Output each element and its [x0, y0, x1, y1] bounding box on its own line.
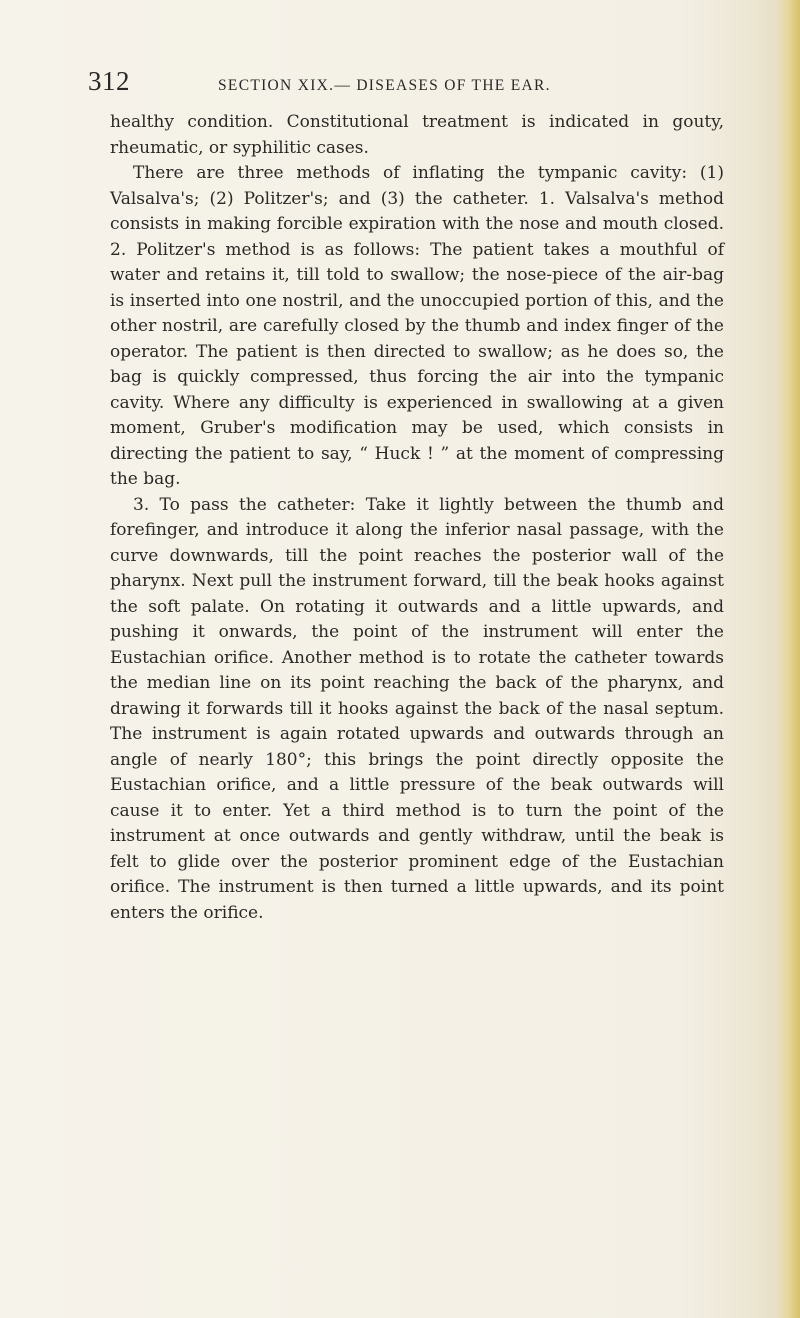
running-head: SECTION XIX.— DISEASES OF THE EAR. [218, 77, 551, 94]
paragraph-catheter: 3. To pass the catheter: Take it lightly between the thumb and forefinger, and introduce it along the inferior nasal passage, with the curve downwards, till the point reaches the posterior wall of the pharynx. Next pull the instrument forward, till the beak hooks against the soft palate. On rotating it outwards and a little upwards, and pushing it onwards, the point of the instrument will enter the Eustachian orifice. Another method is to rotate the catheter towards the median line on its point reaching the back of the pharynx, and drawing it forwards till it hooks against the back of the nasal septum. The instrument is again rotated upwards and outwards through an angle of nearly 180°; this brings the point directly opposite the Eustachian orifice, and a little pressure of the beak outwards will cause it to enter. Yet a third method is to turn the point of the instrument at once outwards and gently withdraw, until the beak is felt to glide over the posterior prominent edge of the Eustachian orifice. The instrument is then turned a little upwards, and its point enters the orifice. [110, 494, 724, 923]
page-edge-shadow [778, 0, 800, 1318]
paragraph-continuation: healthy condition. Constitutional treatment is indicated in gouty, rheumatic, or syphilitic cases. [110, 112, 724, 158]
body-text [110, 110, 724, 926]
page-number: 312 [88, 66, 130, 96]
page-header [88, 66, 708, 106]
paragraph-inflation-methods: There are three methods of inflating the tympanic cavity: (1) Valsalva's; (2) Politzer's; and (3) the catheter. 1. Valsalva's method consists in making forcible expiration with the nose and mouth closed. 2. Politzer's method is as follows: The patient takes a mouthful of water and retains it, till told to swallow; the nose-piece of the air-bag is inserted into one nostril, and the unoccupied portion of this, and the other nostril, are carefully closed by the thumb and index finger of the operator. The patient is then directed to swallow; as he does so, the bag is quickly compressed, thus forcing the air into the tympanic cavity. Where any difficulty is experienced in swallowing at a given moment, Gruber's modification may be used, which consists in directing the patient to say, “ Huck ! ” at the moment of compressing the bag. [110, 163, 724, 489]
